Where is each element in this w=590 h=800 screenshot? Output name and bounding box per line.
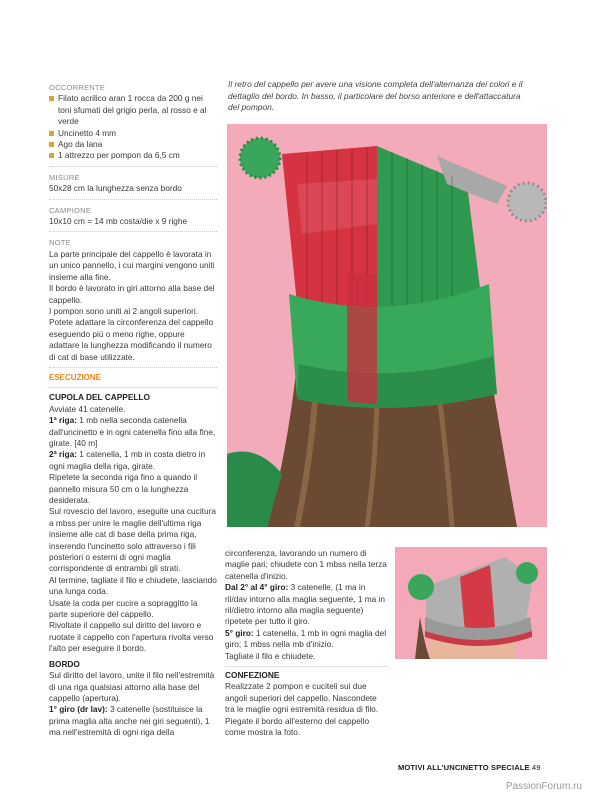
divider — [49, 231, 217, 232]
list-item: Uncinetto 4 mm — [49, 128, 217, 139]
list-item: 1 attrezzo per pompon da 6,5 cm — [49, 150, 217, 161]
cupola-heading: CUPOLA DEL CAPPELLO — [49, 392, 150, 403]
divider — [225, 666, 387, 667]
middle-column — [225, 548, 387, 739]
photo-caption: Il retro del cappello per avere una visione completa dell'alternanza dei colori e il dettaglio del bordo. In basso, il particolare del borso anteriore e dell'attaccatura del pompon. — [228, 79, 523, 113]
page-footer — [398, 763, 541, 772]
misure-label: MISURE — [49, 172, 80, 182]
note-paragraph: La parte principale del cappello è lavorata in un unico pannello, i cui margini vengono uniti insieme alla fine. — [49, 248, 215, 282]
list-item: Ago da lana — [49, 139, 217, 150]
note-paragraph: I pompon sono uniti ai 2 angoli superiori. Potete adattare la circonferenza del cappello eseguendo più o meno righe, oppure adattare la lunghezza modificando il numero di cat di base utilizzate. — [49, 305, 214, 362]
bullet-square-icon — [49, 96, 54, 101]
bordo-round-2-4: Dal 2° al 4° giro: 3 catenelle, (1 ma in ril/dav intorno alla maglia seguente, 1 ma in ril/dietro intorno alla maglia seguente) ripetete per tutto il giro. — [225, 582, 386, 627]
cupola-row-1: 1ª riga: 1 mb nella seconda catenella dall'uncinetto e in ogni catenella fino alla fine, girate. [40 m] — [49, 415, 216, 448]
bordo-heading: BORDO — [49, 658, 80, 669]
left-column — [49, 82, 217, 739]
divider — [49, 199, 217, 200]
cupola-row-2: 2ª riga: 1 catenella, 1 mb in costa dietro in ogni maglia della riga, girate. — [49, 449, 206, 471]
note-paragraph: Il bordo è lavorato in giri attorno alla base del cappello. — [49, 283, 215, 305]
cupola-paragraph: Al termine, tagliate il filo e chiudete, lasciando una lunga coda. — [49, 574, 217, 597]
bullet-square-icon — [49, 153, 54, 158]
watermark: PassionForum.ru — [505, 781, 582, 792]
list-item: Filato acrilico aran 1 rocca da 200 g nei toni sfumati del grigio perla, al rosso e al verde — [49, 93, 217, 127]
bordo-round-1: 1° giro (dr lav): 3 catenelle (sostituisce la prima maglia alta anche nei giri seguenti), 1 ma nell'estremità di ogni riga della — [49, 704, 210, 738]
hat-front-illustration — [395, 547, 547, 659]
bordo-continuation: circonferenza, lavorando un numero di maglie pari; chiudete con 1 mbss nella terza catenella d'inizio. — [225, 548, 387, 581]
bullet-square-icon — [49, 131, 54, 136]
cupola-paragraph: Sul rovescio del lavoro, eseguite una cucitura a mbss per unire le maglie dell'ultima riga insieme alle cat di base della prima riga, inserendo l'uncinetto solo attraverso i fili posteriori o esterni di ogni maglia corrispondente di entrambi gli strati. — [49, 506, 216, 574]
cupola-paragraph: Ripetete la seconda riga fino a quando il pannello misura 50 cm o la lunghezza desiderata. — [49, 472, 198, 505]
hat-back-illustration — [227, 124, 547, 527]
confezione-heading: CONFEZIONE — [225, 670, 280, 681]
page-number: 49 — [531, 763, 541, 772]
footer-title: MOTIVI ALL'UNCINETTO SPECIALE — [398, 763, 530, 772]
note-label: NOTE — [49, 238, 71, 248]
divider — [49, 166, 217, 167]
bordo-round-5: 5° giro: 1 catenella, 1 mb in ogni maglia del giro; 1 mbss nella mb d'inizio. — [225, 627, 387, 650]
campione-text: 10x10 cm = 14 mb costa/die x 9 righe — [49, 216, 188, 227]
bordo-end: Tagliate il filo e chiudete. — [225, 650, 316, 661]
materials-list — [49, 93, 217, 161]
esecuzione-heading: ESECUZIONE — [49, 372, 102, 382]
hat-back-photo — [227, 124, 547, 527]
bullet-square-icon — [49, 142, 54, 147]
divider — [49, 387, 217, 388]
divider — [49, 367, 217, 368]
campione-label: CAMPIONE — [49, 205, 92, 215]
occorrente-label: OCCORRENTE — [49, 83, 106, 92]
hat-front-photo — [395, 547, 547, 659]
bordo-paragraph: Sul diritto del lavoro, unite il filo nell'estremità di una riga qualsiasi attorno alla base del cappello (apertura). — [49, 670, 215, 703]
cupola-intro: Avviate 41 catenelle. — [49, 403, 126, 414]
misure-text: 50x28 cm la lunghezza senza bordo — [49, 183, 182, 194]
confezione-text: Realizzate 2 pompon e cuciteli sui due angoli superiori del cappello. Nascondete tra le maglie ogni estremità residua di filo. Piegate il bordo all'esterno del cappello come mostra la foto. — [225, 681, 379, 738]
cupola-paragraph: Usate la coda per cucire a sopraggitto la parte superiore del cappello. — [49, 597, 198, 620]
cupola-paragraph: Rivoltate il cappello sul diritto del lavoro e ruotate il cappello con l'apertura rivolta verso l'alto per eseguire il bordo. — [49, 620, 214, 654]
